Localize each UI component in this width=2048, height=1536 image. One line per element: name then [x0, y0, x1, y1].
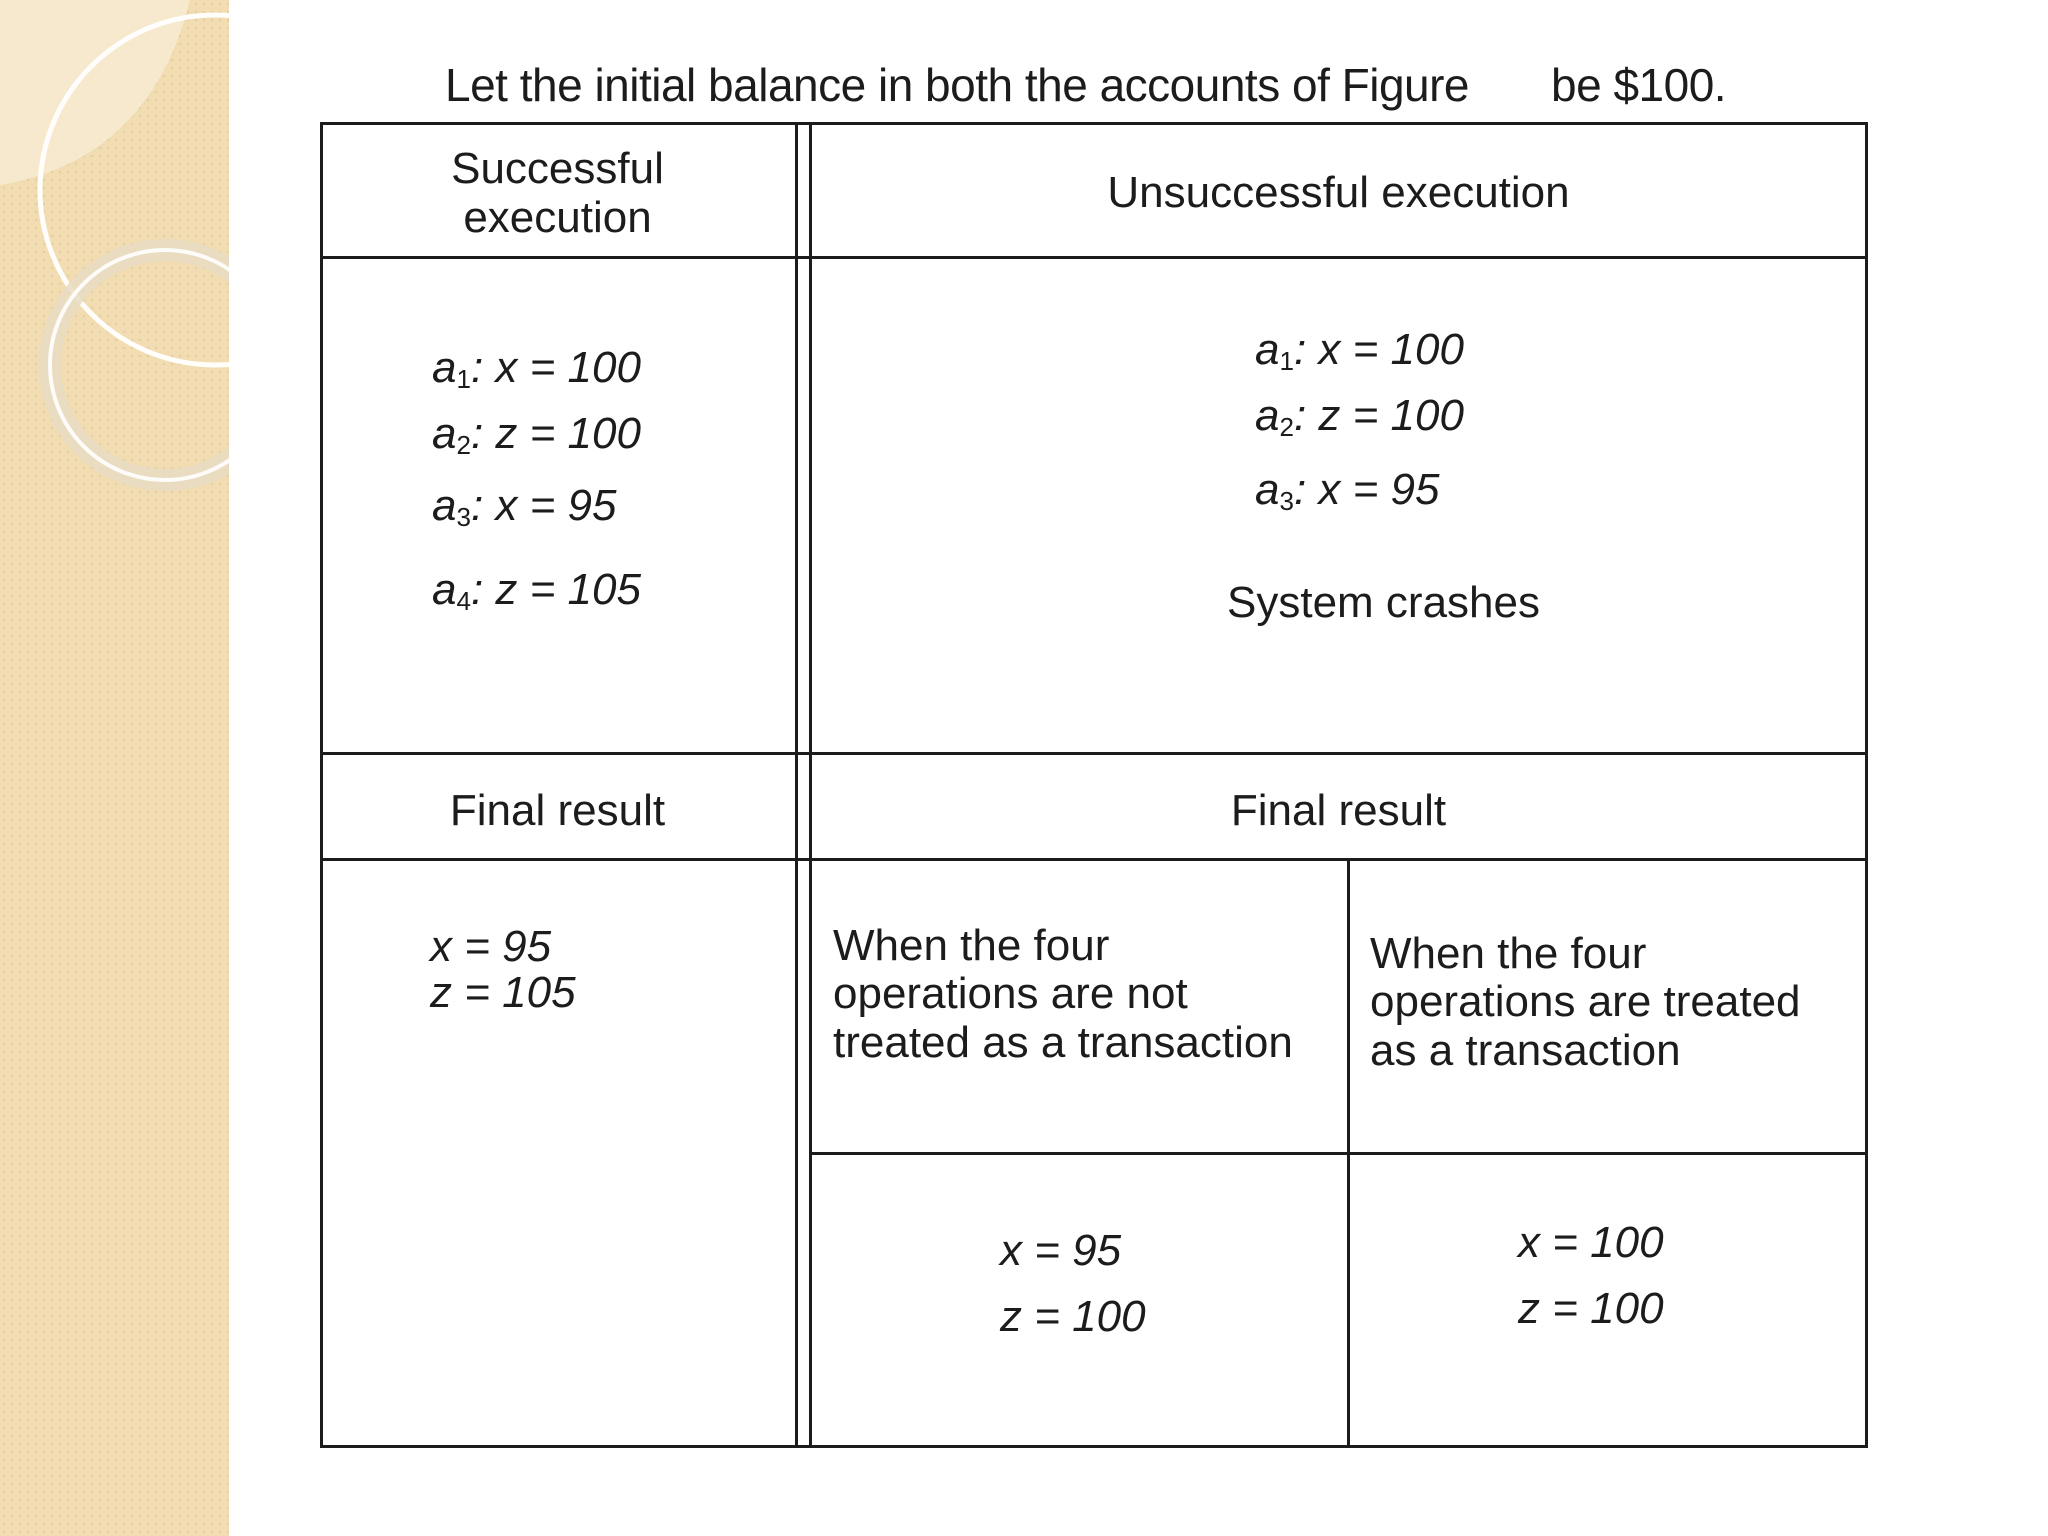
- unsuccessful-step-1: $a_1$: x = 100: [1255, 325, 1464, 376]
- successful-step-4: $a_4$: z = 105: [432, 565, 641, 616]
- figure-caption: [445, 58, 1845, 112]
- successful-step-1: $a_1$: x = 100: [432, 343, 641, 394]
- success-final-x: x = 95: [430, 922, 552, 971]
- transaction-result-x: x = 100: [1518, 1218, 1664, 1267]
- not-transaction-result-x: x = 95: [1000, 1226, 1122, 1275]
- not-transaction-result-z: z = 100: [1000, 1292, 1146, 1341]
- unsuccessful-step-2: $a_2$: z = 100: [1255, 391, 1464, 442]
- success-final-z: z = 105: [430, 968, 576, 1017]
- successful-step-2: $a_2$: z = 100: [432, 409, 641, 460]
- not-transaction-description: When the four operations are not treated as a transaction: [833, 921, 1293, 1067]
- transaction-table: [320, 122, 1868, 1448]
- unsuccessful-step-3: $a_3$: x = 95: [1255, 465, 1440, 516]
- transaction-result-z: z = 100: [1518, 1284, 1664, 1333]
- decorative-rings-icon: [0, 0, 229, 520]
- transaction-description: When the four operations are treated as a transaction: [1370, 929, 1801, 1075]
- header-unsuccessful-execution: Unsuccessful execution: [1107, 168, 1570, 217]
- caption-text-after: be $100.: [1551, 59, 1727, 111]
- caption-text-before: Let the initial balance in both the accounts of Figure: [445, 59, 1470, 111]
- final-result-left-label: Final result: [449, 786, 666, 835]
- decorative-side-strip: [0, 0, 229, 1536]
- header-successful-execution: Successful execution: [451, 144, 664, 243]
- system-crashes-text: System crashes: [1227, 578, 1540, 627]
- successful-step-3: $a_3$: x = 95: [432, 481, 617, 532]
- final-result-right-label: Final result: [1230, 786, 1447, 835]
